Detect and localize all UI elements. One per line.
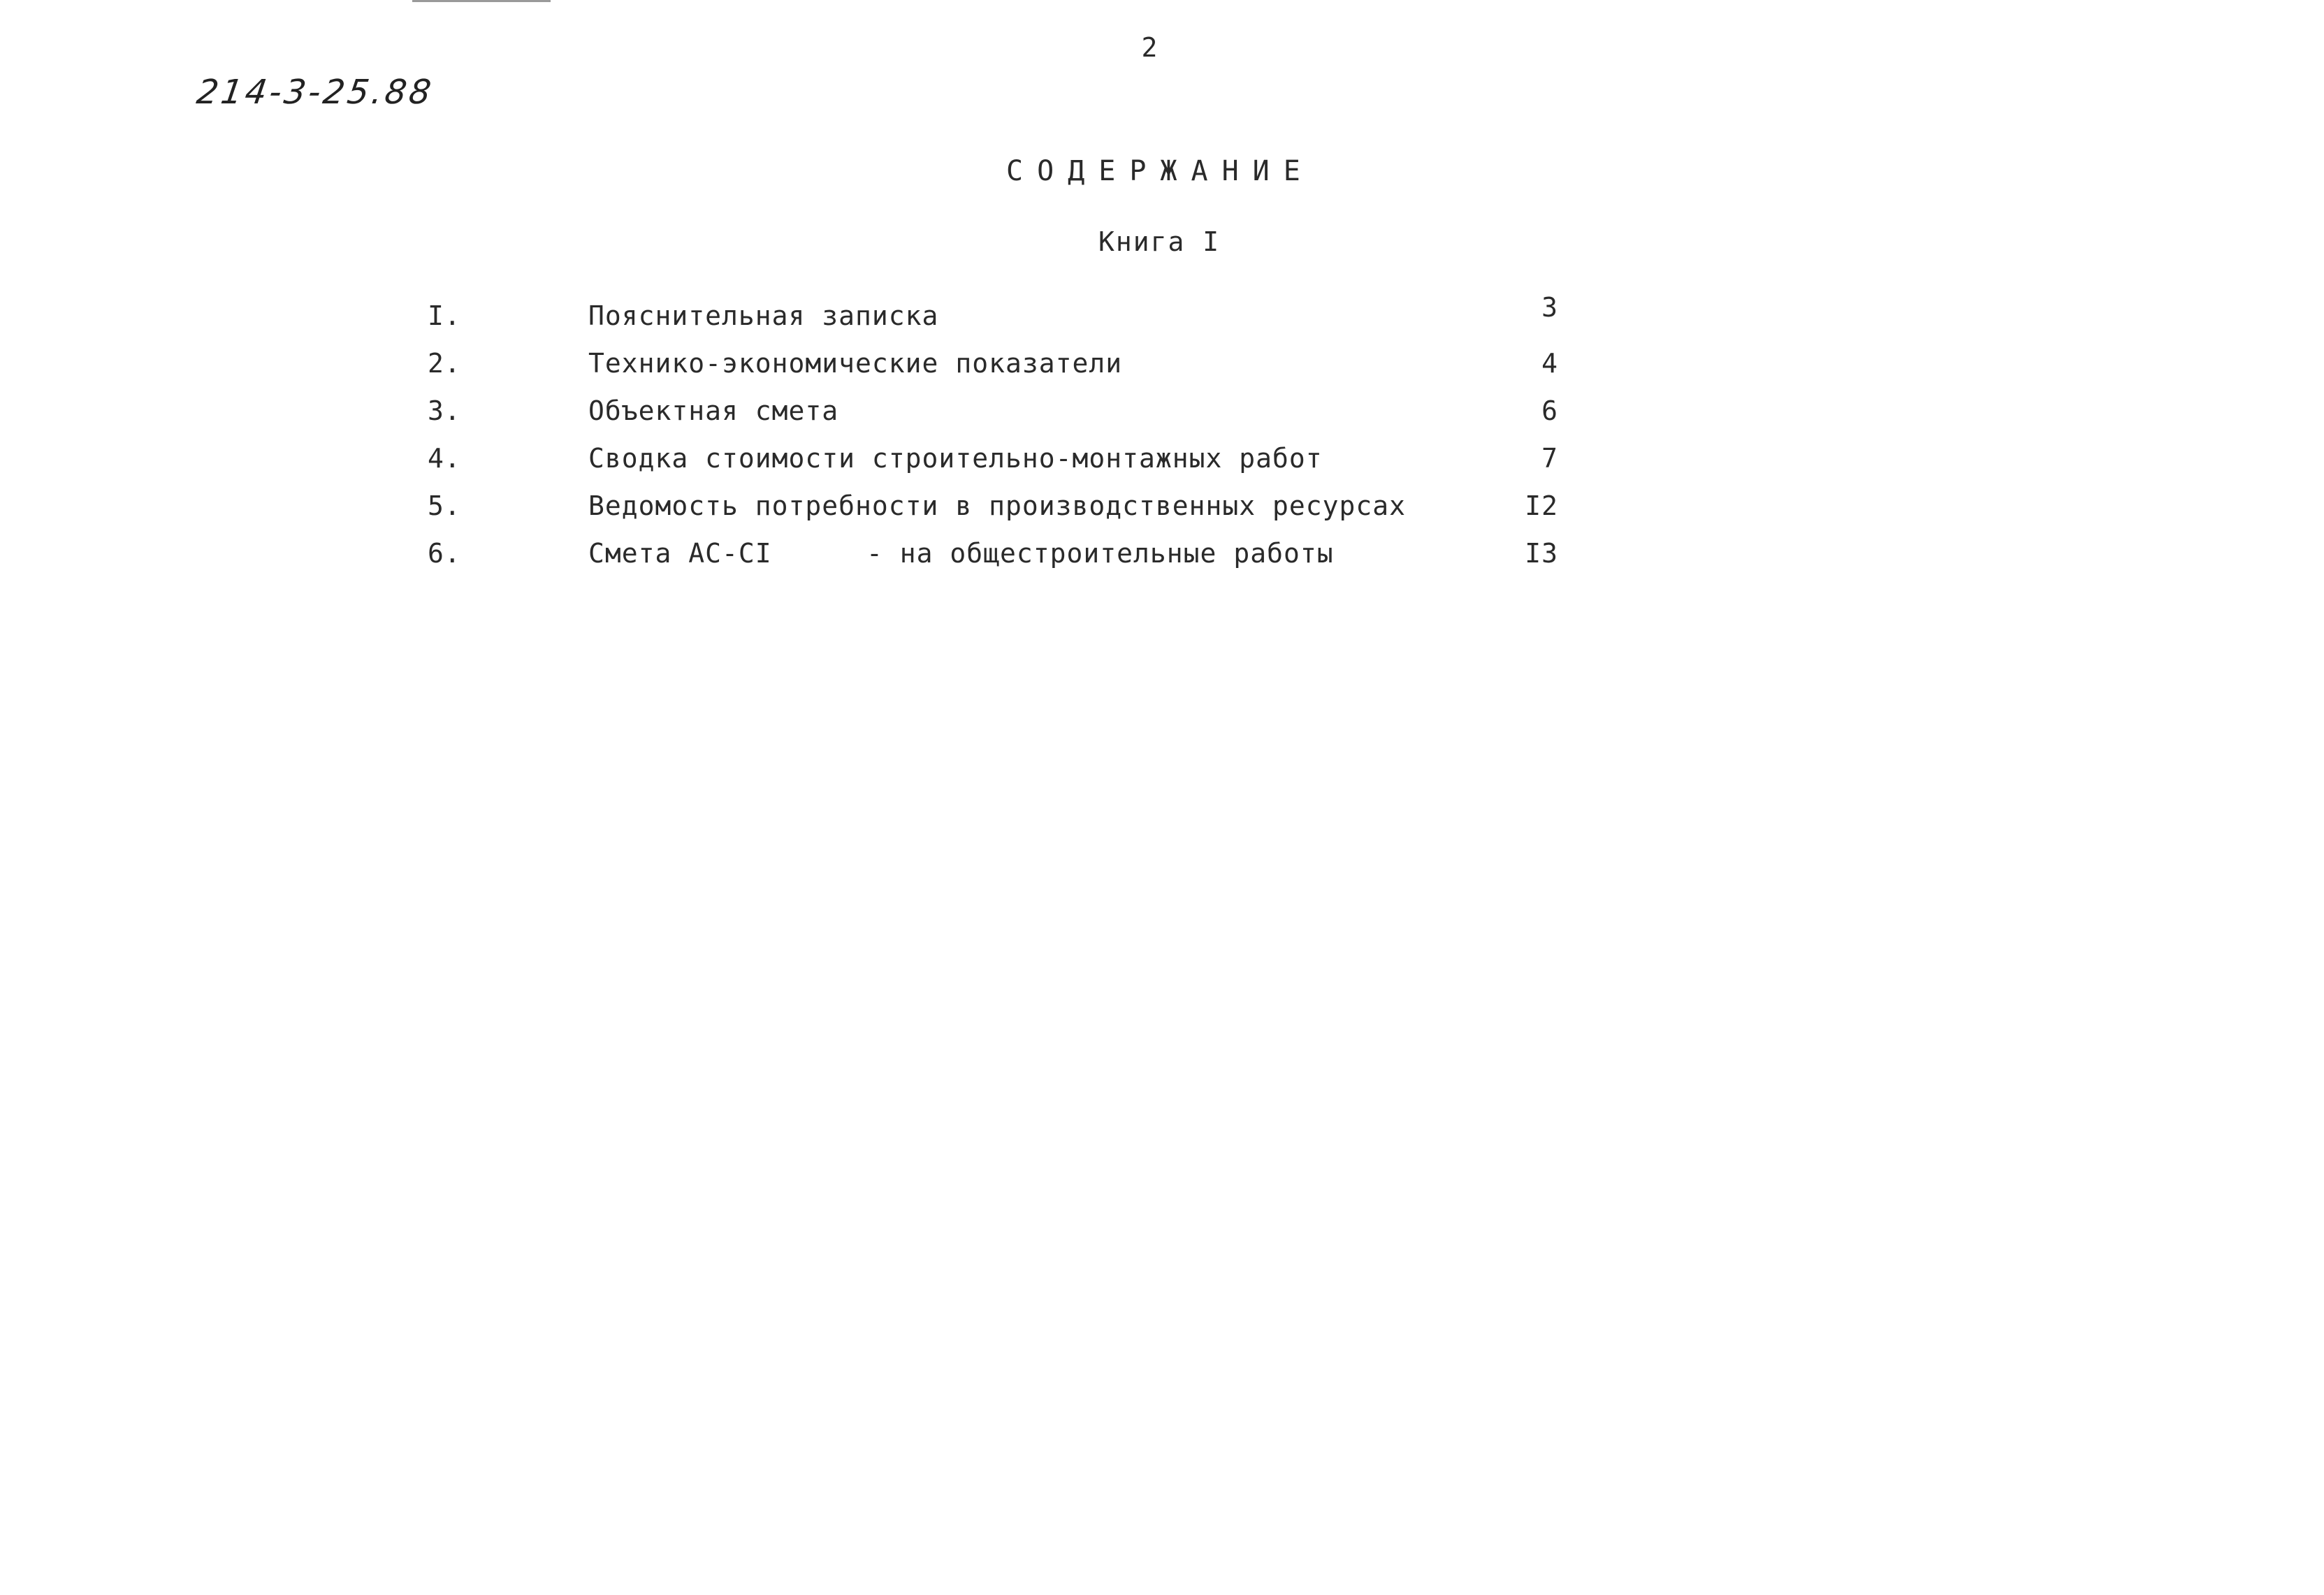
toc-item-page: I2 — [1525, 490, 1558, 521]
toc-row — [0, 538, 2324, 580]
toc-item-title: Технико-экономические показатели — [588, 348, 1123, 379]
toc-item-number: 3. — [428, 395, 461, 426]
toc-row — [0, 292, 2324, 342]
toc-row — [0, 348, 2324, 390]
toc-item-number: 5. — [428, 490, 461, 521]
toc-row — [0, 443, 2324, 485]
book-label: Книга I — [1098, 226, 1221, 257]
toc-item-title: Ведомость потребности в производственных ресурсах — [588, 490, 1407, 521]
toc-item-page: 6 — [1541, 395, 1558, 426]
toc-item-page: I3 — [1525, 538, 1558, 569]
contents-title: СОДЕРЖАНИЕ — [1006, 155, 1314, 187]
toc-item-number: 2. — [428, 348, 461, 379]
toc-item-page: 4 — [1541, 348, 1558, 379]
toc-item-page: 7 — [1541, 443, 1558, 474]
toc-item-number: I. — [428, 300, 461, 331]
toc-item-number: 4. — [428, 443, 461, 474]
toc-item-title: Смета АС-СI — [588, 538, 772, 569]
toc-item-note: - на общестроительные работы — [866, 538, 1334, 569]
toc-item-title: Объектная смета — [588, 395, 839, 426]
toc-row — [0, 395, 2324, 437]
toc-item-number: 6. — [428, 538, 461, 569]
document-code-handwritten: 214-3-25.88 — [194, 73, 437, 112]
toc-row — [0, 490, 2324, 532]
toc-item-page: 3 — [1541, 292, 1558, 323]
toc-item-title: Сводка стоимости строительно-монтажных работ — [588, 443, 1323, 474]
toc-item-title: Пояснительная записка — [588, 300, 939, 331]
page-number: 2 — [1141, 32, 1158, 63]
